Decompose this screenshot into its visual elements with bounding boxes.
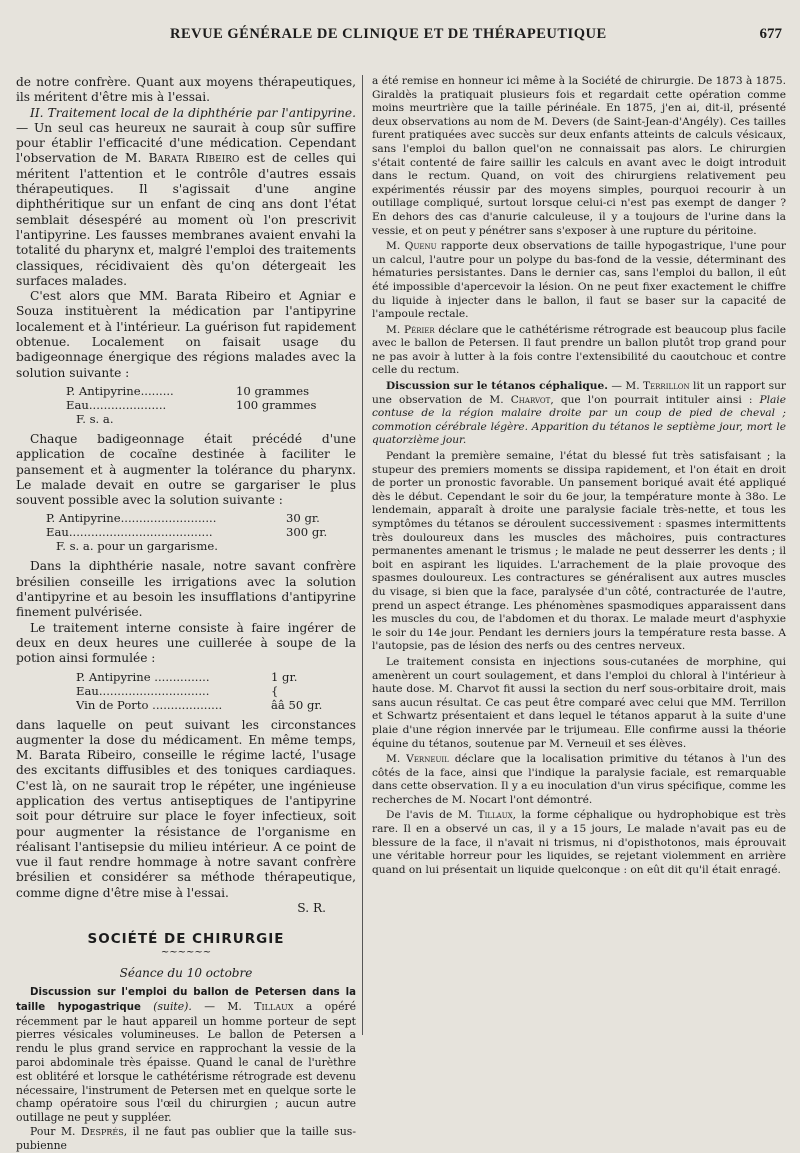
left-column [16,75,356,1153]
paragraph: Discussion sur l'emploi du ballon de Petersen dans la taille hypogastrique (suite). — M. Tillaux a opéré récemment par le haut appareil un homme porteur de sept pierres vésicales volumineuses. Le ballon de Petersen a rendu le plus grand service en rapprochant la vessie de la paroi abdominale très épaisse. Quand le canal de l'urèthre est oblitéré et lorsque le cathétérisme rétrograde est devenu nécessaire, l'instrument de Petersen met en quelque sorte le champ opératoire sous l'œil du chirurgien ; aucun autre outillage ne peut y suppléer. [16,986,357,1125]
journal-title: REVUE GÉNÉRALE DE CLINIQUE ET DE THÉRAPEUTIQUE [170,26,607,42]
paragraph: M. Verneuil déclare que la localisation primitive du tétanos à l'un des côtés de la face, ainsi que l'indique la paralysie faciale, est remarquable dans cette observation. Il y a eu inoculation d'un virus spécifique, comme les recherches de M. Nocart l'ont démontré. [372,753,786,806]
formula: P. Antipyrine.......................... 30 gr. Eau....................................... 300 gr. F. s. a. pour un gargarisme. [46,511,328,554]
discussion-heading: Discussion sur le tétanos céphalique. [386,380,608,393]
subheading: II. Traitement local de la diphthérie par l'antipyrine. [30,105,356,120]
paragraph: Le traitement consista en injections sous-cutanées de morphine, qui amenèrent un court soulagement, et dans l'emploi du chloral à l'intérieur à haute dose. M. Charvot fit aussi la section du nerf sous-orbitaire droit, mais sans aucun résultat. Ce cas peut être comparé avec celui que MM. Terrillon et Schwartz présentaient et dans lequel le tétanos apparut à la suite d'une plaie d'une région innervée par le trijumeau. Elle confirme aussi la théorie équine du tétanos, soutenue par M. Verneuil et ses élèves. [372,655,786,750]
column-rule [362,75,363,1035]
paragraph: II. Traitement local de la diphthérie par l'antipyrine. — Un seul cas heureux ne saurait à coup sûr suffire pour établir l'efficacité d'une médication. Cependant l'observation de M. Barata Ribeiro est de celles qui méritent l'attention et le contrôle d'autres essais thérapeutiques. Il s'agissait d'une angine diphthéritique sur un enfant de cinq ans dont l'état semblait désespéré au moment où l'on prescrivit l'antipyrine. Les fausses membranes avaient envahi la totalité du pharynx et, malgré l'emploi des traitements classiques, récidivaient dès qu'on détergeait les surfaces malades. [16,105,356,288]
section-title: SOCIÉTÉ DE CHIRURGIE [87,931,285,948]
paragraph: Le traitement interne consiste à faire ingérer de deux en deux heures une cuillerée à soupe de la potion ainsi formulée : [16,620,356,666]
paragraph: dans laquelle on peut suivant les circonstances augmenter la dose du médicament. En même temps, M. Barata Ribeiro, conseille le régime lacté, l'usage des excitants diffusibles et des toniques cardiaques. C'est là, on ne saurait trop le répéter, une ingénieuse application des vertus antiseptiques de l'antipyrine soit pour détruire sur place le foyer infectieux, soit pour augmenter la résistance de l'organisme en réalisant l'antisepsie du milieu intérieur. A ce point de vue il faut rendre hommage à notre savant confrère brésilien et considérer sa méthode thérapeutique, comme digne d'être mise à l'essai. [16,717,356,900]
ornament: ~~~~~~ [160,946,212,958]
paragraph: de notre confrère. Quant aux moyens thérapeutiques, ils méritent d'être mis à l'essai. [16,75,356,105]
paragraph: M. Quenu rapporte deux observations de taille hypogastrique, l'une pour un calcul, l'autre pour un polype du bas-fond de la vessie, déterminant des hématuries persistantes. Dans le dernier cas, sans l'emploi du ballon, il eût été impossible d'apercevoir la lésion. On ne peut fixer exactement le chiffre du liquide à injecter dans le ballon, il faut se baser sur la capacité de l'ampoule rectale. [372,240,786,321]
right-column [372,75,786,877]
running-head [0,26,800,46]
paragraph: Dans la diphthérie nasale, notre savant confrère brésilien conseille les irrigations avec la solution d'antipyrine et au besoin les insufflations d'antipyrine finement pulvérisée. [16,559,356,620]
paragraph: a été remise en honneur ici même à la Société de chirurgie. De 1873 à 1875. Giraldès la pratiquait plusieurs fois et regardait cette opération comme moins meurtrière que la taille périnéale. En 1875, j'en ai, dit-il, présenté deux observations au nom de M. Devers (de Saint-Jean-d'Angély). Ces tailles furent pratiquées avec succès sur deux enfants atteints de calculs vésicaux, sans l'emploi du ballon quel'on ne connaissait pas alors. Le chirurgien s'était contenté de faire saillir les calculs en avant avec le doigt introduit dans le rectum. Quand, on voit des chirurgiens relativement peu expérimentés réussir par des moyens simples, pourquoi recourir à un outillage compliqué, surtout lorsque celui-ci n'est pas exempt de danger ? En dehors des cas d'anurie calculeuse, il y a toujours de l'urine dans la vessie, et on peut y pénétrer sans s'exposer à une rupture du péritoine. [372,75,786,237]
paragraph: Pendant la première semaine, l'état du blessé fut très satisfaisant ; la stupeur des premiers moments se dissipa rapidement, et l'on était en droit de porter un pronostic favorable. Un pansement boriqué avait été appliqué dès le début. Cependant le soir du 6e jour, la température monte à 38o. Le lendemain, apparaît à droite une paralysie faciale très-nette, et tous les symptômes du tétanos se déroulent successivement : spasmes intermittents très douloureux dans les muscles des mâchoires, puis contractures permanentes amenant le trismus ; le malade ne peut desserrer les dents ; il boit en aspirant les liquides. L'arrachement de la plaie provoque des spasmes douloureux. Les contractures se généralisent aux autres muscles du visage, si bien que la face, paralysée d'un côté, contracturée de l'autre, prend un aspect étrange. Les phénomènes spasmodiques apparaissent dans les muscles du cou, de l'abdomen et du thorax. Le malade meurt d'asphyxie le soir du 14e jour. Pendant les derniers jours la température resta basse. A l'autopsie, pas de lésion des nerfs ou des centres nerveux. [372,450,786,653]
formula: P. Antipyrine......... 10 grammes Eau..................... 100 grammes F. s. a. [66,383,317,426]
paragraph: Pour M. Després, il ne faut pas oublier que la taille sus-pubienne [16,1124,356,1152]
paragraph: Discussion sur le tétanos céphalique. — M. Terrillon lit un rapport sur une observation de M. Charvot, que l'on pourrait intituler ainsi : Plaie contuse de la région malaire droite par un coup de pied de cheval ; commotion cérébrale légère. Apparition du tétanos le septième jour, mort le quatorzième jour. [372,380,786,447]
paragraph: M. Périer déclare que le cathétérisme rétrograde est beaucoup plus facile avec le ballon de Petersen. Il faut prendre un ballon plutôt trop grand pour ne pas avoir à lutter à la fois contre l'extensibilité du caoutchouc et contre celle du rectum. [372,323,786,377]
page-number: 677 [759,26,782,42]
signature: S. R. [297,901,326,916]
paragraph: C'est alors que MM. Barata Ribeiro et Agniar e Souza instituèrent la médication par l'antipyrine localement et à l'intérieur. La guérison fut rapidement obtenue. Localement on faisait usage du badigeonnage énergique des régions malades avec la solution suivante : [16,289,356,380]
session-date: Séance du 10 octobre [119,965,253,980]
signature-line [16,901,356,916]
formula: P. Antipyrine ............... 1 gr. Eau.............................. { Vin de Porto ................... ââ 50 gr. [76,669,323,712]
paragraph: De l'avis de M. Tillaux, la forme céphalique ou hydrophobique est très rare. Il en a observé un cas, il y a 15 jours, Le malade n'avait pas eu de blessure de la face, il n'avait ni trismus, ni d'opisthotonos, mais éprouvait une véritable horreur pour les liquides, se rejetant violemment en arrière quand on lui présentait un liquide quelconque : on eût dit qu'il était enragé. [372,809,786,876]
paragraph: Chaque badigeonnage était précédé d'une application de cocaïne destinée à faciliter le pansement et à augmenter la tolérance du pharynx. Le malade devait en outre se gargariser le plus souvent possible avec la solution suivante : [16,431,356,508]
discussion-heading: Discussion sur l'emploi du ballon de Petersen dans la taille hypogastrique [16,986,356,1013]
